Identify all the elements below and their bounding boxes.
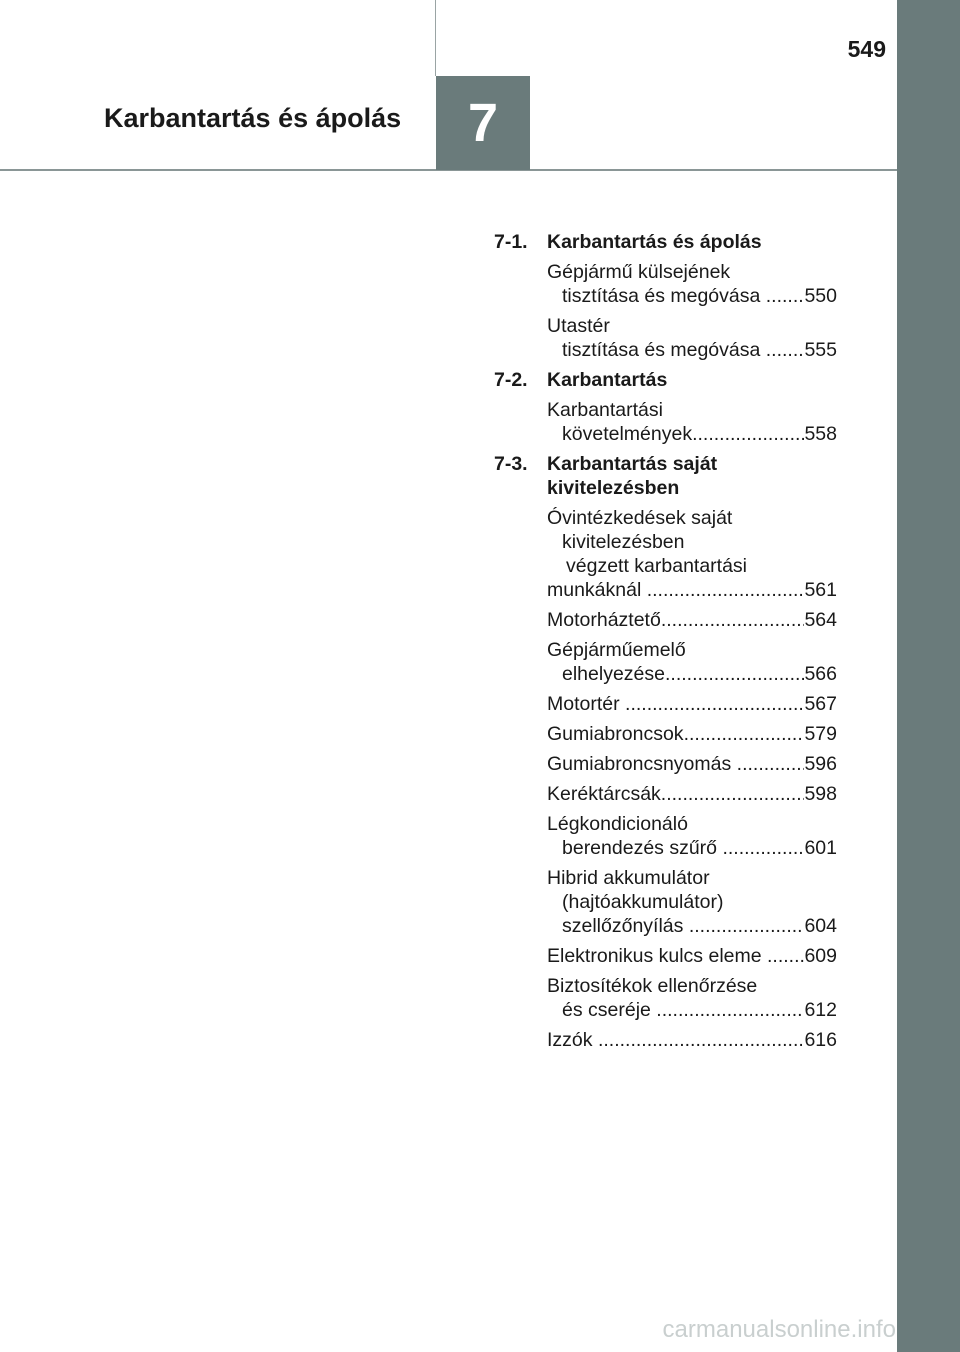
dot-leader [625,692,804,716]
toc-entry-page-line [547,914,837,938]
chapter-number-badge: 7 [436,76,530,170]
toc-entry-label: tisztítása és megóvása [562,339,766,361]
toc-entry-page-number: 609 [804,945,837,967]
toc-entry[interactable] [547,398,837,446]
toc-entry-line: Utastér [547,315,610,337]
toc-entry-page-line [547,578,837,602]
toc-entry-label: tisztítása és megóvása [562,285,766,307]
toc-entry-page-number: 567 [804,693,837,715]
toc-entry-page-number: 550 [804,285,837,307]
toc-entry-page-number: 601 [804,837,837,859]
toc-entry-page-line [547,752,837,776]
section-number: 7-1. [494,231,528,253]
toc-entry-page-number: 598 [804,783,837,805]
toc-section-heading [494,368,837,392]
dot-leader [598,1028,805,1052]
dot-leader [661,608,805,632]
toc-entry-line: Óvintézkedések saját [547,507,733,529]
toc-entry-line: Biztosítékok ellenőrzése [547,975,758,997]
dot-leader [692,422,804,446]
toc-entry-page-line [547,692,837,716]
toc-entry-page-line [547,722,837,746]
chapter-title: Karbantartás és ápolás [104,103,402,133]
dot-leader [689,914,805,938]
toc-entry-label: elhelyezése [562,663,665,685]
toc-entry-page-number: 561 [804,579,837,601]
toc-entry-label: Gumiabroncsok [547,723,684,745]
section-title: Karbantartás [547,369,668,391]
toc-entry-page-number: 579 [804,723,837,745]
toc-entry-label: Keréktárcsák [547,783,661,805]
toc-entry-page-number: 604 [804,915,837,937]
page-number: 549 [847,36,886,62]
toc-entry-page-line [547,662,837,686]
toc-entry-line: kivitelezésben [562,531,685,553]
toc-entry[interactable] [547,692,837,716]
toc-entry-label: szellőzőnyílás [562,915,689,937]
dot-leader [661,782,805,806]
toc-entry[interactable] [547,638,837,686]
toc-entry-page-line [547,338,837,362]
toc-entry-label: Elektronikus kulcs eleme [547,945,768,967]
toc-entry-line: (hajtóakkumulátor) [562,891,724,913]
toc-entry[interactable] [547,314,837,362]
toc-entry-page-number: 612 [804,999,837,1021]
toc-entry-line: Hibrid akkumulátor [547,867,710,889]
toc-entry[interactable] [547,866,837,938]
toc-entry-page-line [547,998,837,1022]
toc-entry-page-line [547,284,837,308]
toc-entry-page-line [547,1028,837,1052]
dot-leader [684,722,805,746]
dot-leader [766,338,805,362]
toc-entry-label: és cseréje [562,999,657,1021]
toc-entry-label: Gumiabroncsnyomás [547,753,737,775]
toc-entry-page-number: 596 [804,753,837,775]
toc-section-heading [494,452,837,500]
toc-entry[interactable] [547,812,837,860]
section-title: Karbantartás és ápolás [547,231,762,253]
toc-entry-label: Motortér [547,693,626,715]
section-title: Karbantartás saját kivitelezésben [547,453,718,499]
watermark: carmanualsonline.info [662,1316,896,1343]
toc-entry-page-number: 616 [804,1029,837,1051]
toc-entry-line: Gépjármű külsejének [547,261,731,283]
toc-entry[interactable] [547,1028,837,1052]
section-number: 7-2. [494,369,528,391]
toc-entry-page-number: 566 [804,663,837,685]
toc-entry[interactable] [547,260,837,308]
toc-entry-label: Motorháztető [547,609,661,631]
dot-leader [737,752,805,776]
toc-entry-page-line [547,836,837,860]
dot-leader [722,836,804,860]
toc-entry-page-number: 564 [804,609,837,631]
toc-entry-line: Légkondicionáló [547,813,688,835]
toc-entry[interactable] [547,608,837,632]
toc-entry[interactable] [547,944,837,968]
toc-entry-line: Karbantartási [547,399,663,421]
dot-leader [647,578,805,602]
toc-entry-page-line [547,608,837,632]
toc-section-heading [494,230,837,254]
toc-entry-page-line [547,944,837,968]
toc-entry-label: Izzók [547,1029,598,1051]
header-divider-vertical [435,0,436,76]
toc-entry-page-number: 555 [804,339,837,361]
toc-entry[interactable] [547,974,837,1022]
chapter-side-tab [897,0,960,1352]
dot-leader [665,662,804,686]
toc-entry-line: Gépjárműemelő [547,639,686,661]
toc-entry[interactable] [547,722,837,746]
toc-entry-page-number: 558 [804,423,837,445]
toc-entry-line: végzett karbantartási [566,555,748,577]
toc-entry-page-line [547,782,837,806]
section-number: 7-3. [494,453,528,475]
table-of-contents [494,230,837,1058]
toc-entry-label: munkáknál [547,579,647,601]
toc-entry[interactable] [547,752,837,776]
toc-entry[interactable] [547,506,837,602]
dot-leader [766,284,805,308]
dot-leader [767,944,804,968]
dot-leader [656,998,804,1022]
toc-entry[interactable] [547,782,837,806]
toc-entry-label: berendezés szűrő [562,837,723,859]
toc-entry-page-line [547,422,837,446]
toc-entry-label: követelmények [562,423,693,445]
